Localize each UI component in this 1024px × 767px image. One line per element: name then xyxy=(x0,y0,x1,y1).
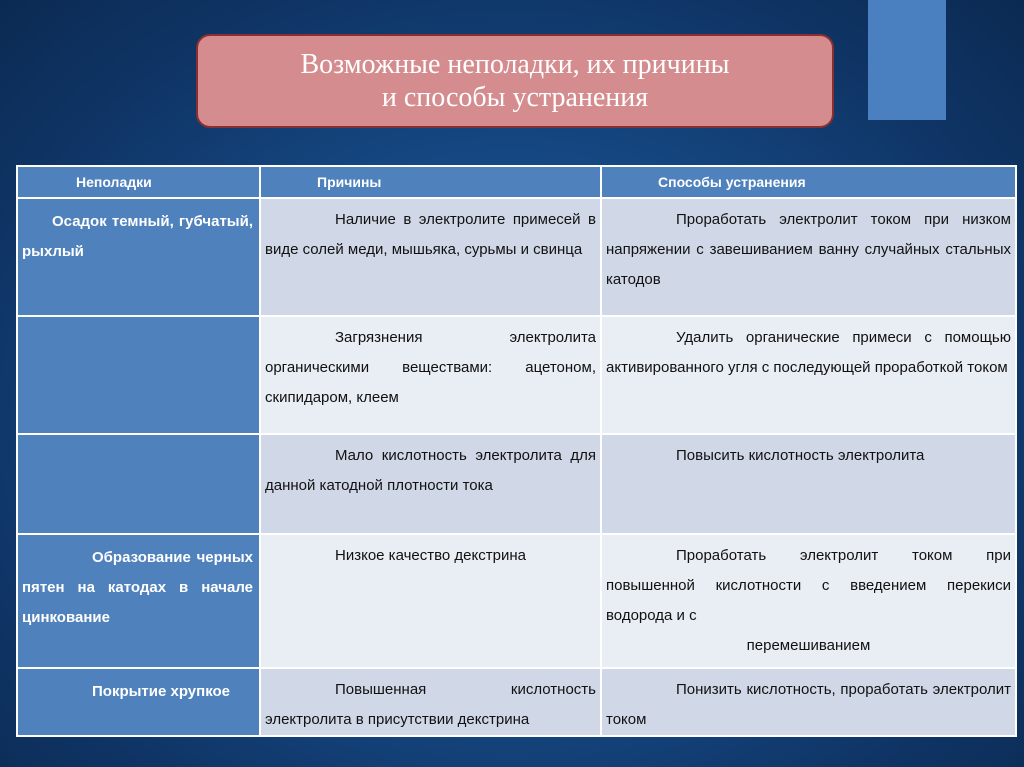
problem-cell xyxy=(17,534,260,668)
problem-text: Осадок темный, губчатый, рыхлый xyxy=(22,213,253,260)
cause-cell xyxy=(260,434,601,534)
cause-text: Мало кислотность электролита для данной катодной плотности тока xyxy=(265,447,596,494)
remedy-cell xyxy=(601,198,1016,316)
remedy-cell xyxy=(601,534,1016,668)
cause-text: Загрязнения электролита органическими веществами: ацетоном, скипидаром, клеем xyxy=(265,329,596,406)
table-row xyxy=(17,534,1016,668)
remedy-cell xyxy=(601,316,1016,434)
problem-cell xyxy=(17,434,260,534)
table-row xyxy=(17,198,1016,316)
remedy-text: Проработать электролит током при повышенной кислотности с введением перекиси водорода и с xyxy=(606,547,1011,624)
cause-cell xyxy=(260,198,601,316)
remedy-text-last: перемешиванием xyxy=(746,637,871,654)
slide-title-line-2: и способы устранения xyxy=(381,82,649,113)
slide-title-box xyxy=(196,34,834,128)
header-causes: Причины xyxy=(260,166,601,198)
problem-cell xyxy=(17,198,260,316)
table-row xyxy=(17,668,1016,736)
remedy-text: Повысить кислотность электролита xyxy=(676,447,925,464)
remedy-text: Понизить кислотность, проработать электролит током xyxy=(606,681,1011,728)
remedy-cell xyxy=(601,668,1016,736)
problem-text: Образование черных пятен на катодах в начале цинкование xyxy=(22,549,253,626)
problem-text: Покрытие хрупкое xyxy=(92,683,231,700)
remedy-text: Удалить органические примеси с помощью активированного угля с последующей проработкой током xyxy=(606,329,1011,376)
decorative-accent-bar xyxy=(868,0,946,120)
header-remedies: Способы устранения xyxy=(601,166,1016,198)
header-problems: Неполадки xyxy=(17,166,260,198)
problem-cell xyxy=(17,668,260,736)
slide-title-line-1: Возможные неполадки, их причины xyxy=(300,48,730,80)
remedy-cell xyxy=(601,434,1016,534)
cause-cell xyxy=(260,668,601,736)
troubleshooting-table xyxy=(16,165,1017,737)
cause-text: Повышенная кислотность электролита в присутствии декстрина xyxy=(265,681,596,728)
cause-text: Наличие в электролите примесей в виде солей меди, мышьяка, сурьмы и свинца xyxy=(265,211,596,258)
table-row xyxy=(17,434,1016,534)
problem-cell xyxy=(17,316,260,434)
cause-cell xyxy=(260,534,601,668)
table-row xyxy=(17,316,1016,434)
cause-cell xyxy=(260,316,601,434)
cause-text: Низкое качество декстрина xyxy=(335,547,526,564)
table-header-row xyxy=(17,166,1016,198)
remedy-text: Проработать электролит током при низком напряжении с завешиванием ванну случайных стальных катодов xyxy=(606,211,1011,288)
